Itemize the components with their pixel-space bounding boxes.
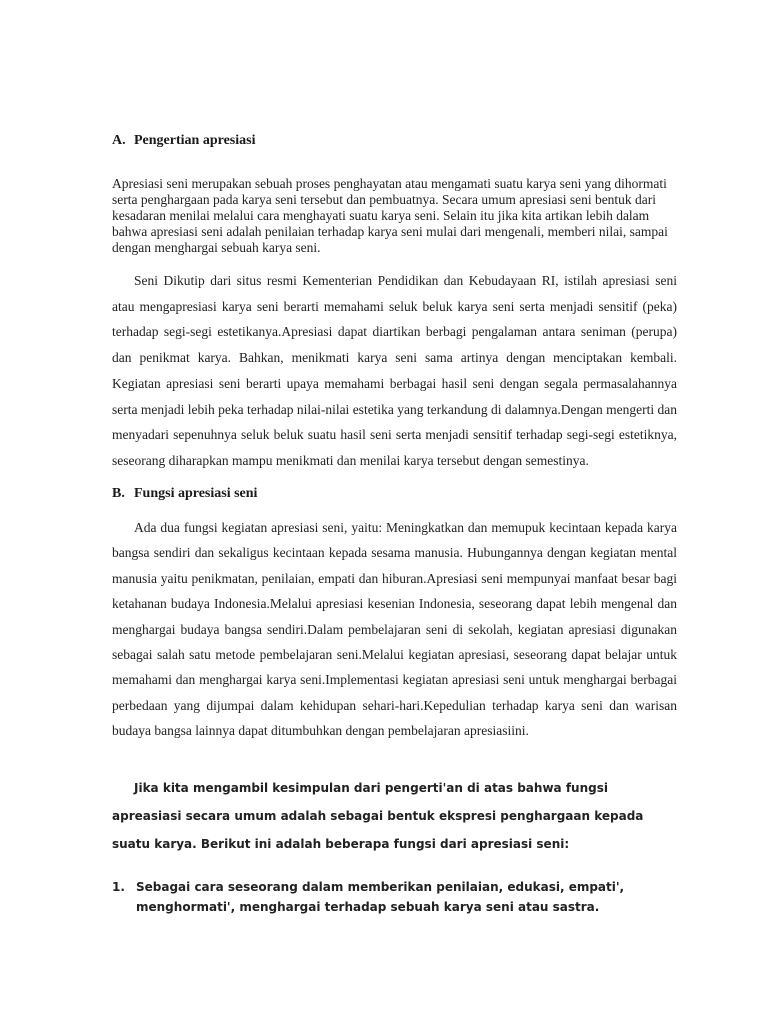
paragraph-two-functions: Ada dua fungsi kegiatan apresiasi seni, yaitu: Meningkatkan dan memupuk kecintaan kepada karya bangsa sendiri dan sekaligus kecintaan kepada sesama manusia. Hubungannya dengan kegiatan mental manusia yaitu penikmatan, penilaian, empati dan hiburan.Apresiasi seni mempunyai manfaat besar bagi ketahanan budaya Indonesia.Melalui apresiasi kesenian Indonesia, seseorang dapat lebih mengenal dan menghargai budaya bangsa sendiri.Dalam pembelajaran seni di sekolah, kegiatan apresiasi digunakan sebagai salah satu metode pembelajaran seni.Melalui kegiatan apresiasi, seseorang dapat belajar untuk memahami dan menghargai karya seni.Implementasi kegiatan apresiasi seni untuk menghargai berbagai perbedaan yang dijumpai dalam kehidupan sehari-hari.Kepedulian terhadap karya seni dan warisan budaya bangsa lainnya dapat ditumbuhkan dengan pembelajaran apresiasiini. [112, 520, 677, 739]
paragraph-kemendikbud-quote: Seni Dikutip dari situs resmi Kementerian Pendidikan dan Kebudayaan RI, istilah apresiasi seni atau mengapresiasi karya seni berarti memahami seluk beluk karya seni serta menjadi sensitif (peka) terhadap segi-segi estetikanya.Apresiasi dapat diartikan berbagi pengalaman antara seniman (perupa) dan penikmat karya. Bahkan, menikmati karya seni sama artinya dengan menciptakan kembali. Kegiatan apresiasi seni berarti upaya memahami berbagai hasil seni dengan segala permasalahannya serta menjadi lebih peka terhadap nilai-nilai estetika yang terkandung di dalamnya.Dengan mengerti dan menyadari sepenuhnya seluk beluk suatu hasil seni serta menjadi sensitif terhadap segi-segi estetiknya, seseorang diharapkan mampu menikmati dan menilai karya tersebut dengan semestinya. [112, 273, 677, 468]
list-item-text: Sebagai cara seseorang dalam memberikan penilaian, edukasi, empati', menghormati', menghargai terhadap sebuah karya seni atau sastra. [136, 880, 625, 914]
section-a-title: Pengertian apresiasi [134, 133, 256, 148]
section-a-number: A. [112, 133, 126, 148]
section-b-number: B. [112, 486, 125, 501]
section-b-title: Fungsi apresiasi seni [134, 486, 258, 501]
section-a-heading [112, 133, 255, 149]
paragraph-definition: Apresiasi seni merupakan sebuah proses penghayatan atau mengamati suatu karya seni yang dihormati serta penghargaan pada karya seni tersebut dan pembuatnya. Secara umum apresiasi seni bentuk dari kesadaran menilai melalui cara menghayati suatu karya seni. Selain itu jika kita artikan lebih dalam bahwa apresiasi seni adalah penilaian terhadap karya seni mulai dari mengenali, memberi nilai, sampai dengan menghargai sebuah karya seni. [112, 176, 668, 255]
paragraph-conclusion: Jika kita mengambil kesimpulan dari pengerti'an di atas bahwa fungsi apreasiasi secara umum adalah sebagai bentuk ekspresi penghargaan kepada suatu karya. Berikut ini adalah beberapa fungsi dari apresiasi seni: [112, 781, 644, 851]
list-item [112, 877, 677, 917]
list-item-marker: 1. [112, 880, 125, 894]
section-b-heading [112, 486, 257, 502]
function-list [112, 877, 677, 917]
